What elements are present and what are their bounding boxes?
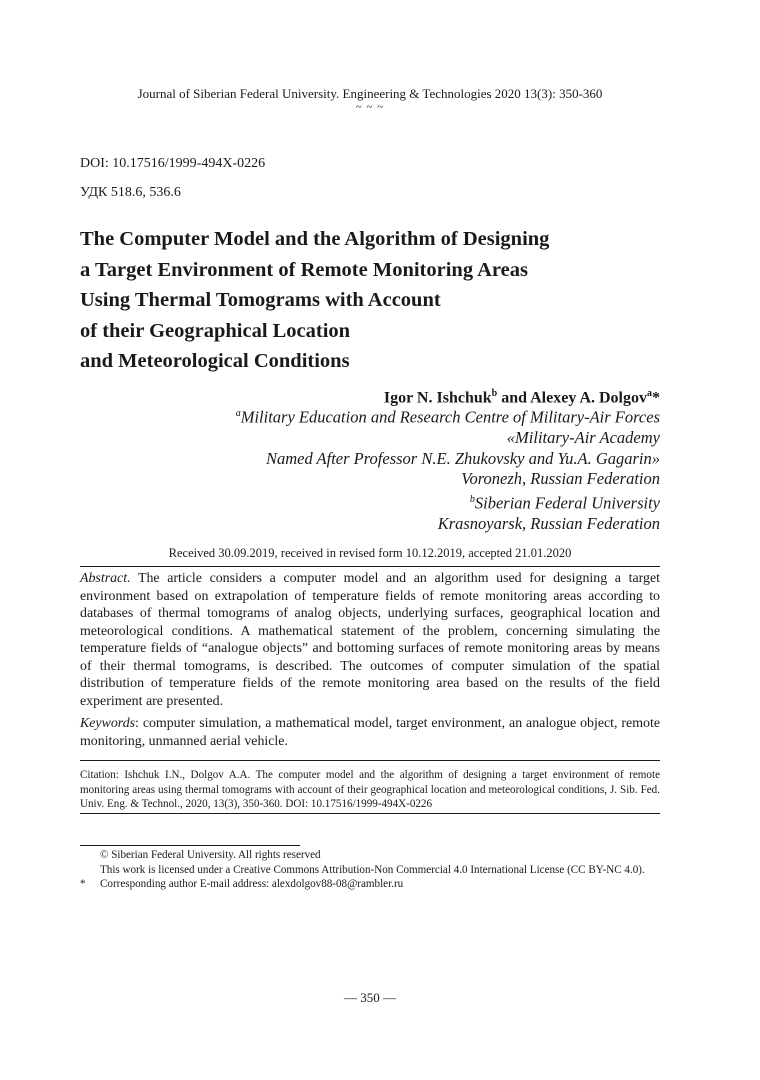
title-line: of their Geographical Location — [80, 319, 351, 342]
footnote-mark: * — [80, 878, 86, 891]
divider — [80, 760, 660, 761]
affiliation-mark: a — [235, 408, 241, 419]
keywords-text: : computer simulation, a mathematical model, target environment, an analogue object, remote monitoring, unmanned aerial vehicle. — [80, 716, 660, 749]
abstract-label: Abstract. — [80, 571, 131, 586]
author-name: Alexey A. Dolgov — [530, 389, 647, 407]
affiliations — [236, 404, 660, 535]
udk-code: УДК 518.6, 536.6 — [80, 185, 181, 200]
article-title — [80, 224, 680, 377]
footnote-corresponding: * Corresponding author E-mail address: alexdolgov88-08@rambler.ru — [80, 878, 404, 891]
title-line: and Meteorological Conditions — [80, 350, 350, 372]
page-number: — 350 — — [344, 990, 396, 1005]
divider — [80, 566, 660, 567]
affiliation-mark: a — [647, 388, 652, 399]
affiliation-line: «Military-Air Academy — [506, 428, 660, 448]
received-dates: Received 30.09.2019, received in revised form 10.12.2019, accepted 21.01.2020 — [168, 546, 572, 560]
affiliation-mark: b — [491, 388, 498, 399]
abstract-text: The article considers a computer model and an algorithm used for designing a target environment based on extrapolation of temperature fields of remote monitoring areas according to databases of thermal tomograms of analog objects, underlying surfaces, geographical location and meteorological conditions. A mathematical statement of the problem, concerning simulating the temperature fields of “analogue objects” and bottoming surfaces of remote monitoring areas by means of their thermal tomograms, is described. The outcomes of computer simulation of the spatial distribution of temperature fields of the remote monitoring area based on the results of the field experiment are presented. — [80, 571, 660, 709]
affiliation-line: Named After Professor N.E. Zhukovsky and Yu.A. Gagarin» — [265, 448, 660, 468]
journal-header: Journal of Siberian Federal University. Engineering & Technologies 2020 13(3): 350-360 — [137, 86, 603, 101]
divider — [80, 813, 660, 814]
doi: DOI: 10.17516/1999-494X-0226 — [80, 156, 266, 171]
affiliation-line: $^a$Military Education and Research Centre of Military-Air Forces — [235, 407, 660, 427]
footnote-copyright: © Siberian Federal University. All rights reserved — [100, 849, 321, 861]
footnotes — [80, 848, 680, 892]
citation: Citation: Ishchuk I.N., Dolgov A.A. The computer model and the algorithm of designing a target environment of remote monitoring areas using thermal tomograms with account of their geographical location and meteorological conditions, J. Sib. Fed. Univ. Eng. & Technol., 2020, 13(3), 350-360. DOI: 10.17516/1999-494X-0226 — [80, 769, 660, 811]
affiliation-line: Voronezh, Russian Federation — [461, 469, 660, 489]
author-conjunction: and — [497, 389, 531, 407]
title-line: The Computer Model and the Algorithm of Designing — [80, 228, 550, 250]
affiliation-mark: b — [469, 493, 475, 505]
keywords-label: Keywords — [80, 716, 136, 731]
title-line: Using Thermal Tomograms with Account — [80, 289, 441, 311]
affiliation-line: $^b$Siberian Federal University — [469, 493, 660, 513]
keywords — [80, 715, 660, 750]
affiliation-line: Krasnoyarsk, Russian Federation — [437, 513, 660, 533]
footnote-license: This work is licensed under a Creative Commons Attribution-Non Commercial 4.0 International License (CC BY-NC 4.0). — [100, 863, 645, 876]
author-name: Igor N. Ishchuk — [383, 389, 492, 407]
abstract — [80, 570, 660, 710]
corresponding-mark: * — [652, 389, 660, 407]
header-ornament: ~ ~ ~ — [355, 101, 385, 113]
title-line: a Target Environment of Remote Monitoring Areas — [80, 258, 528, 281]
footnote-divider — [80, 845, 300, 846]
